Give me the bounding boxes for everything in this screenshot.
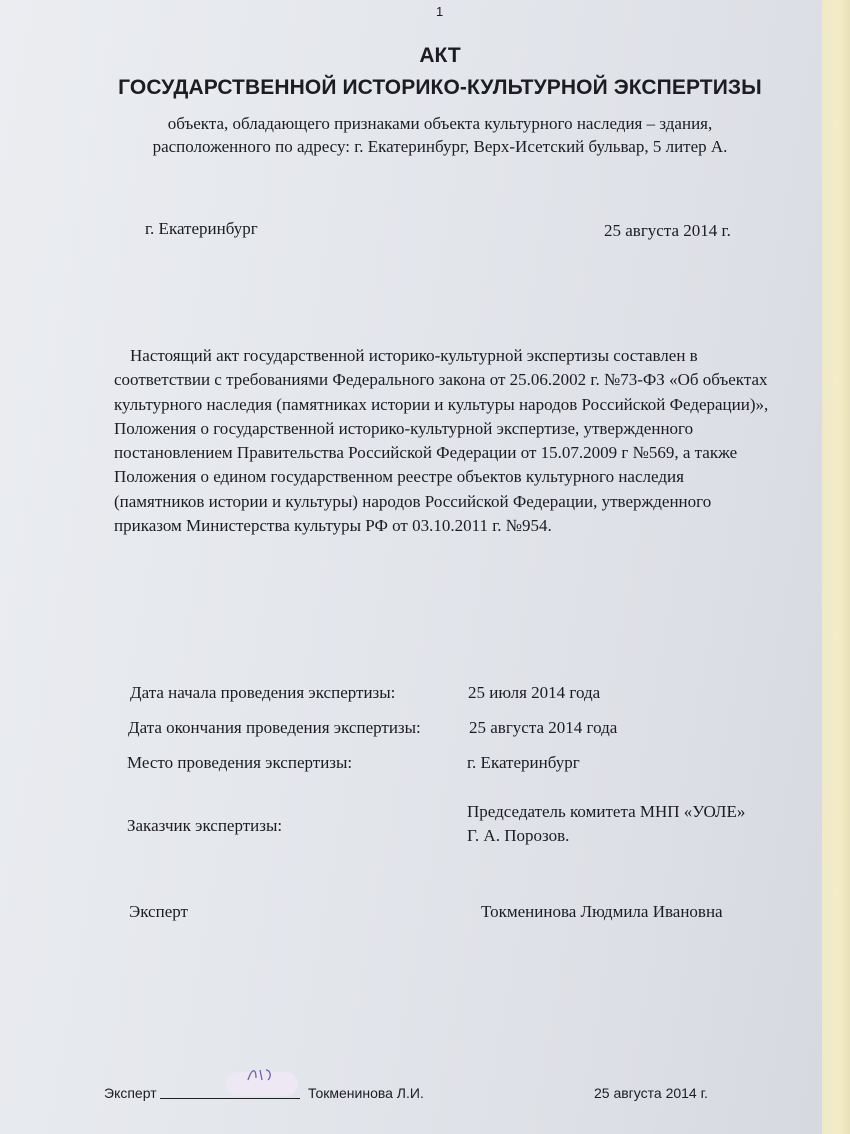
signature-line bbox=[160, 1098, 300, 1099]
customer-label: Заказчик экспертизы: bbox=[127, 816, 283, 835]
place-label: Место проведения экспертизы: bbox=[127, 753, 353, 772]
subtitle-line-2: расположенного по адресу: г. Екатеринбург, Верх-Исетский бульвар, 5 литер А. bbox=[152, 137, 728, 156]
end-date-value: 25 августа 2014 года bbox=[469, 718, 618, 737]
paragraph-line: Положения о государственной историко-культурной экспертизе, утвержденного bbox=[114, 418, 694, 438]
expert-label: Эксперт bbox=[129, 902, 188, 921]
customer-value-line-2: Г. А. Порозов. bbox=[467, 826, 570, 845]
start-date-label: Дата начала проведения экспертизы: bbox=[130, 683, 396, 702]
end-date-label: Дата окончания проведения экспертизы: bbox=[128, 718, 421, 737]
page-edge bbox=[822, 0, 850, 1134]
start-date-value: 25 июля 2014 года bbox=[468, 683, 601, 702]
paragraph-line: соответствии с требованиями Федерального закона от 25.06.2002 г. №73-ФЗ «Об объектах bbox=[114, 370, 768, 390]
intro-paragraph bbox=[114, 344, 769, 538]
paragraph-line: Положения о едином государственном реестре объектов культурного наследия bbox=[114, 467, 684, 487]
footer-expert-name: Токменинова Л.И. bbox=[308, 1085, 424, 1101]
paragraph-line: (памятников истории и культуры) народов Российской Федерации, утвержденного bbox=[114, 491, 712, 511]
place-value: г. Екатеринбург bbox=[467, 753, 580, 772]
footer-expert-label: Эксперт bbox=[104, 1085, 157, 1101]
expert-value: Токменинова Людмила Ивановна bbox=[481, 902, 723, 921]
footer-date: 25 августа 2014 г. bbox=[594, 1085, 708, 1101]
paragraph-line: культурного наследия (памятниках истории и культуры народов Российской Федерации)», bbox=[114, 394, 769, 414]
page-number: 1 bbox=[436, 4, 444, 19]
paragraph-line: приказом Министерства культуры РФ от 03.10.2011 г. №954. bbox=[114, 516, 552, 536]
document-date: 25 августа 2014 г. bbox=[604, 221, 731, 240]
title-line-1: АКТ bbox=[419, 44, 461, 67]
customer-value-line-1: Председатель комитета МНП «УОЛЕ» bbox=[467, 802, 746, 821]
paragraph-line: Настоящий акт государственной историко-культурной экспертизы составлен в bbox=[130, 346, 698, 365]
signature-mark bbox=[244, 1064, 284, 1086]
city: г. Екатеринбург bbox=[145, 219, 258, 238]
subtitle-line-1: объекта, обладающего признаками объекта культурного наследия – здания, bbox=[167, 114, 713, 133]
paragraph-line: постановлением Правительства Российской Федерации от 15.07.2009 г №569, а также bbox=[114, 443, 738, 463]
title-line-2: ГОСУДАРСТВЕННОЙ ИСТОРИКО-КУЛЬТУРНОЙ ЭКСПЕРТИЗЫ bbox=[118, 76, 762, 99]
